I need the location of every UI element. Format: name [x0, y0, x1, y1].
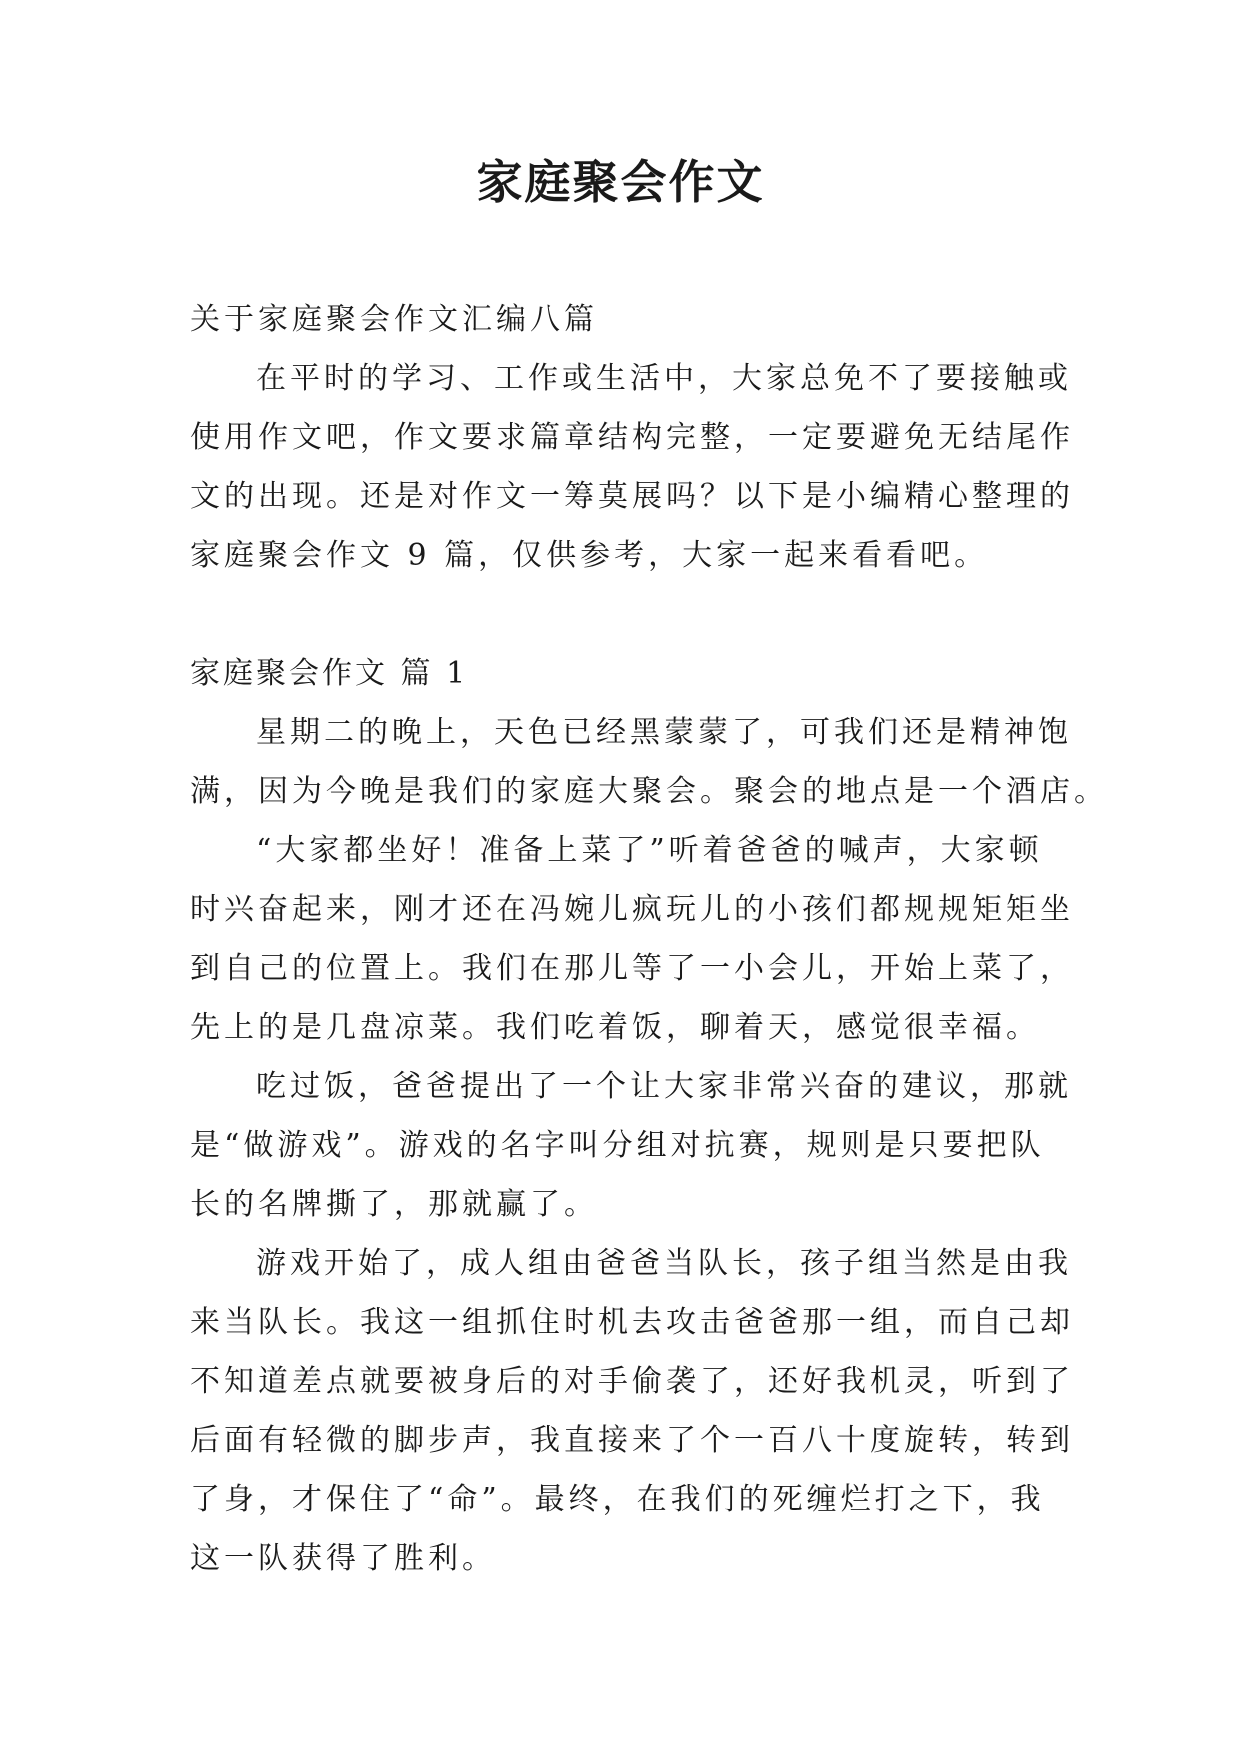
- text-line: 了身，才保住了“命”。最终，在我们的死缠烂打之下，我: [190, 1482, 1045, 1517]
- text-line: 后面有轻微的脚步声，我直接来了个一百八十度旋转，转到: [190, 1423, 1074, 1458]
- text-line: 游戏开始了，成人组由爸爸当队长，孩子组当然是由我: [256, 1246, 1072, 1281]
- text-line: 时兴奋起来，刚才还在冯婉儿疯玩儿的小孩们都规规矩矩坐: [190, 892, 1074, 927]
- text-line: 先上的是几盘凉菜。我们吃着饭，聊着天，感觉很幸福。: [190, 1010, 1040, 1045]
- text-line: 满，因为今晚是我们的家庭大聚会。聚会的地点是一个酒店。: [190, 774, 1108, 809]
- text-line: 文的出现。还是对作文一筹莫展吗？以下是小编精心整理的: [190, 479, 1074, 514]
- text-line: 这一队获得了胜利。: [190, 1541, 496, 1576]
- text-line: 星期二的晚上，天色已经黑蒙蒙了，可我们还是精神饱: [256, 715, 1072, 750]
- text-line: 到自己的位置上。我们在那儿等了一小会儿，开始上菜了，: [190, 951, 1074, 986]
- document-title: 家庭聚会作文: [476, 155, 765, 209]
- paragraph: [190, 1057, 1072, 1234]
- document-body: [190, 290, 1108, 1588]
- text-line: 在平时的学习、工作或生活中，大家总免不了要接触或: [256, 361, 1072, 396]
- text-line: “大家都坐好！准备上菜了”听着爸爸的喊声，大家顿: [256, 833, 1043, 868]
- text-line: 长的名牌撕了，那就赢了。: [190, 1187, 598, 1222]
- intro-paragraph: [190, 349, 1074, 585]
- section-spacer: [190, 585, 1060, 644]
- paragraph: [190, 1234, 1074, 1588]
- text-line: 来当队长。我这一组抓住时机去攻击爸爸那一组，而自己却: [190, 1305, 1074, 1340]
- paragraph: [190, 821, 1074, 1057]
- text-line: 家庭聚会作文 9 篇，仅供参考，大家一起来看看吧。: [190, 538, 989, 573]
- text-line: 使用作文吧，作文要求篇章结构完整，一定要避免无结尾作: [190, 420, 1074, 455]
- intro-heading: 关于家庭聚会作文汇编八篇: [190, 302, 598, 337]
- text-line: 是“做游戏”。游戏的名字叫分组对抗赛，规则是只要把队: [190, 1128, 1045, 1163]
- section-heading: 家庭聚会作文 篇 1: [190, 656, 469, 691]
- text-line: 吃过饭，爸爸提出了一个让大家非常兴奋的建议，那就: [256, 1069, 1072, 1104]
- text-line: 不知道差点就要被身后的对手偷袭了，还好我机灵，听到了: [190, 1364, 1074, 1399]
- paragraph: [190, 703, 1108, 821]
